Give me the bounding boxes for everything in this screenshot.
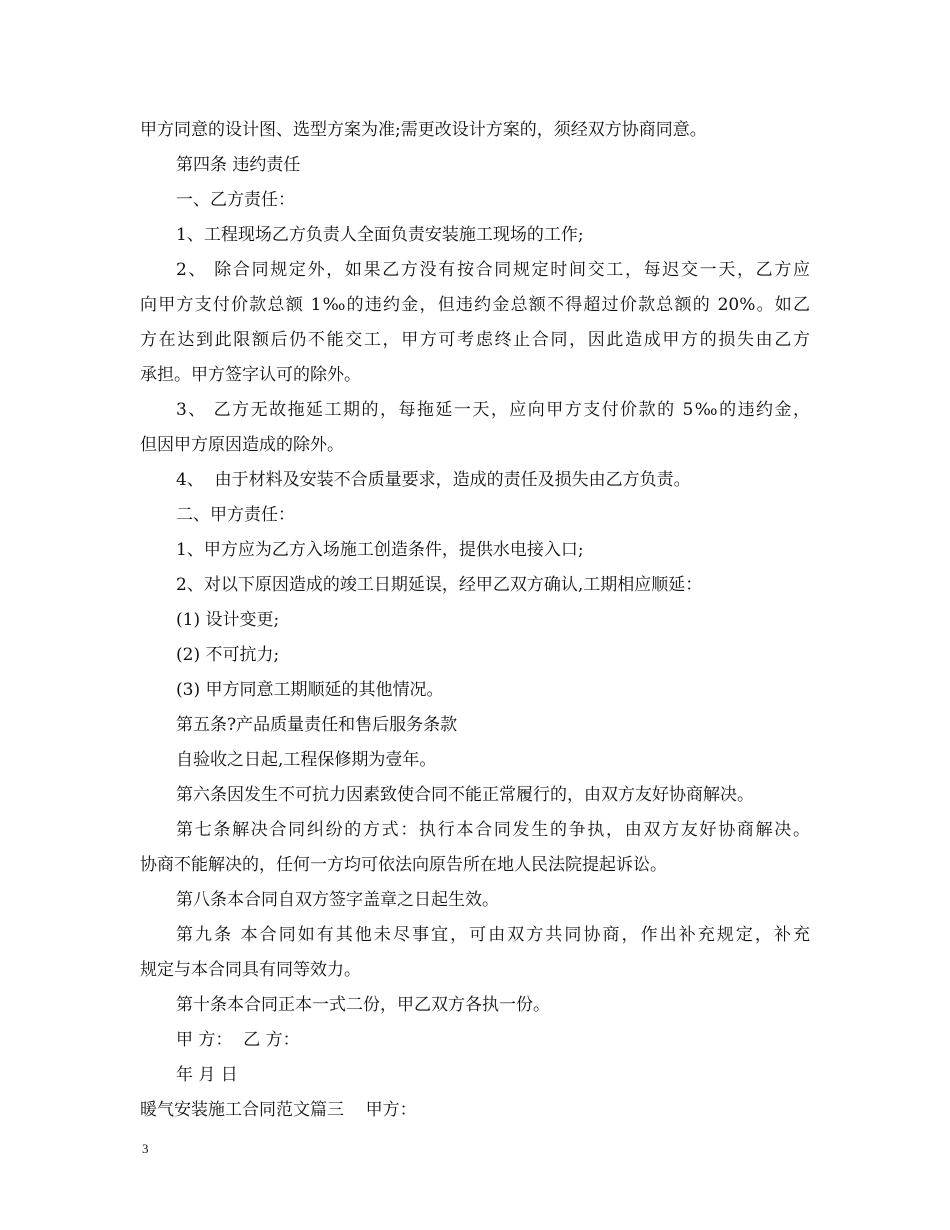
text-line: 第八条本合同自双方签字盖章之日起生效。 bbox=[176, 890, 499, 910]
text-line: 4、 由于材料及安装不合质量要求，造成的责任及损失由乙方负责。 bbox=[176, 470, 691, 490]
text-line: 第十条本合同正本一式二份，甲乙双方各执一份。 bbox=[176, 995, 550, 1015]
page-number: 3 bbox=[142, 1141, 149, 1156]
text-line: 第六条因发生不可抗力因素致使合同不能正常履行的，由双方友好协商解决。 bbox=[176, 785, 754, 805]
text-line: 1、甲方应为乙方入场施工创造条件，提供水电接入口; bbox=[176, 540, 584, 560]
text-line: 但因甲方原因造成的除外。 bbox=[140, 435, 344, 455]
list-item: (3) 甲方同意工期顺延的其他情况。 bbox=[176, 680, 444, 700]
section-heading: 第四条 违约责任 bbox=[176, 155, 301, 175]
subsection-heading: 二、甲方责任： bbox=[176, 505, 295, 525]
list-item: (1) 设计变更; bbox=[176, 610, 280, 630]
text-line: 自验收之日起,工程保修期为壹年。 bbox=[176, 750, 437, 770]
text-line: 协商不能解决的，任何一方均可依法向原告所在地人民法院提起诉讼。 bbox=[140, 855, 667, 875]
list-item: (2) 不可抗力; bbox=[176, 645, 280, 665]
date-line: 年 月 日 bbox=[176, 1065, 238, 1085]
signature-line: 甲 方： 乙 方： bbox=[176, 1030, 300, 1050]
section-heading: 第五条?产品质量责任和售后服务条款 bbox=[176, 715, 458, 735]
text-line: 第九条 本合同如有其他未尽事宜，可由双方共同协商，作出补充规定，补充 bbox=[176, 925, 810, 945]
subsection-heading: 一、乙方责任： bbox=[176, 190, 295, 210]
text-line: 向甲方支付价款总额 1‰的违约金，但违约金总额不得超过价款总额的 20%。如乙 bbox=[140, 295, 810, 315]
text-line: 第七条解决合同纠纷的方式：执行本合同发生的争执，由双方友好协商解决。 bbox=[176, 820, 810, 840]
text-line: 规定与本合同具有同等效力。 bbox=[140, 960, 361, 980]
text-line: 2、 除合同规定外，如果乙方没有按合同规定时间交工，每迟交一天，乙方应 bbox=[176, 260, 810, 280]
text-line: 承担。甲方签字认可的除外。 bbox=[140, 365, 361, 385]
text-line: 1、工程现场乙方负责人全面负责安装施工现场的工作; bbox=[176, 225, 584, 245]
text-line: 3、 乙方无故拖延工期的，每拖延一天，应向甲方支付价款的 5‰的违约金， bbox=[176, 400, 810, 420]
text-line: 2、对以下原因造成的竣工日期延误，经甲乙双方确认,工期相应顺延： bbox=[176, 575, 703, 595]
text-line: 方在达到此限额后仍不能交工，甲方可考虑终止合同，因此造成甲方的损失由乙方 bbox=[140, 330, 810, 350]
text-line: 甲方同意的设计图、选型方案为准;需更改设计方案的，须经双方协商同意。 bbox=[140, 120, 707, 140]
document-title-line: 暖气安装施工合同范文篇三 甲方： bbox=[140, 1100, 417, 1120]
